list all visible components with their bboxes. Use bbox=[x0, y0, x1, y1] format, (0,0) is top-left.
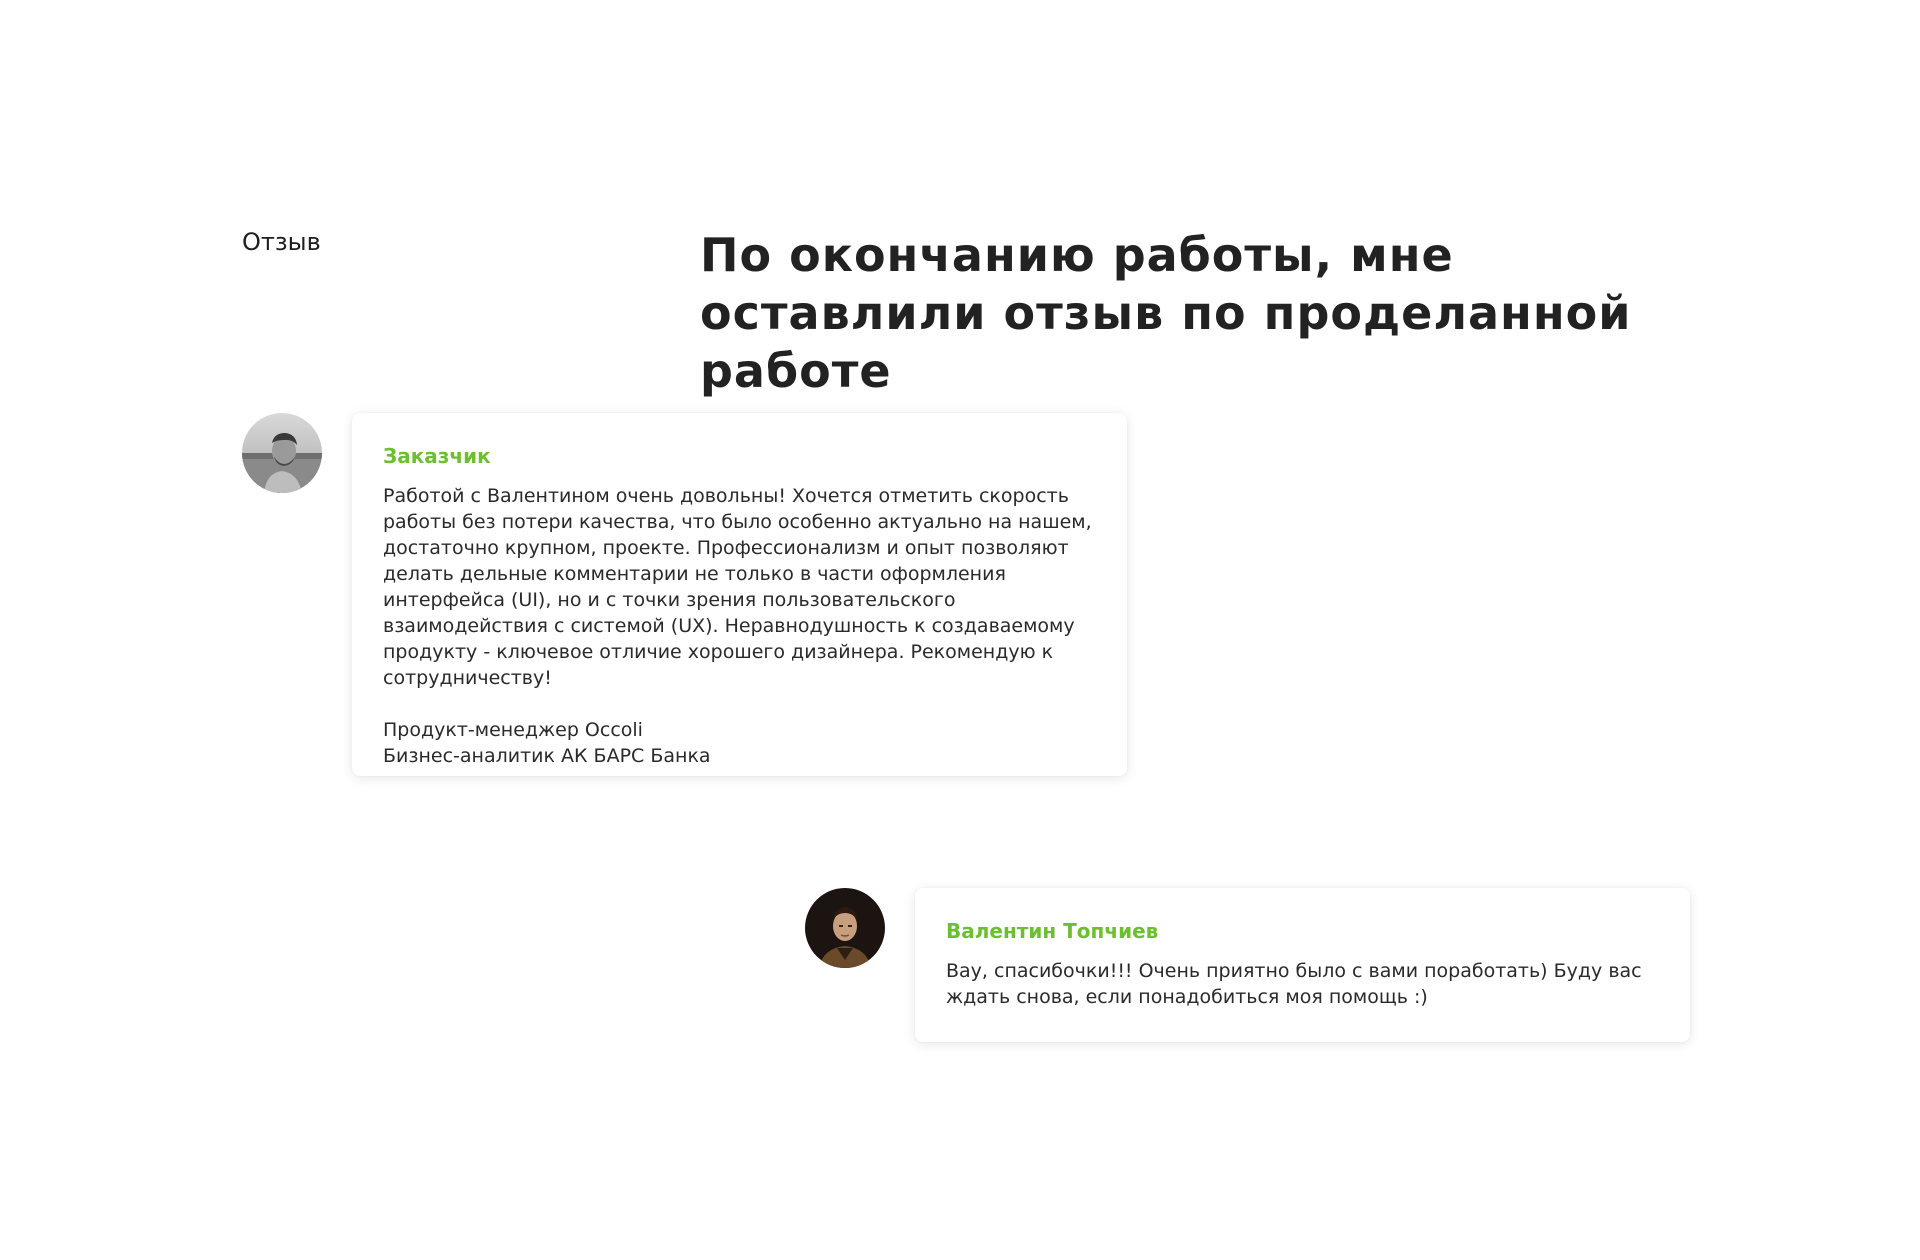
review-author: Валентин Топчиев bbox=[946, 919, 1159, 943]
person-photo-icon bbox=[242, 413, 322, 493]
signature-line: Бизнес-аналитик АК БАРС Банка bbox=[383, 745, 711, 767]
section-label: Отзыв bbox=[242, 228, 321, 256]
customer-avatar bbox=[242, 413, 322, 493]
review-card-customer bbox=[352, 413, 1127, 776]
review-author: Заказчик bbox=[383, 444, 491, 468]
review-text: Вау, спасибочки!!! Очень приятно было с вами поработать) Буду вас ждать снова, если понадобиться моя помощь :) bbox=[946, 960, 1642, 1008]
designer-avatar bbox=[805, 888, 885, 968]
person-photo-icon bbox=[805, 888, 885, 968]
signature-line: Продукт-менеджер Occoli bbox=[383, 719, 643, 741]
review-text: Работой с Валентином очень довольны! Хочется отметить скорость работы без потери качества, что было особенно актуально на нашем, достаточно крупном, проекте. Профессионализм и опыт позволяют делать дельные комментарии не только в части оформления интерфейса (UI), но и с точки зрения пользовательского взаимодействия с системой (UX). Неравнодушность к создаваемому продукту - ключевое отличие хорошего дизайнера. Рекомендую к сотрудничеству! bbox=[383, 485, 1092, 689]
section-title: По окончанию работы, мне оставлили отзыв по проделанной работе bbox=[700, 228, 1632, 398]
review-signature bbox=[383, 717, 1097, 769]
review-card-reply bbox=[915, 888, 1690, 1042]
